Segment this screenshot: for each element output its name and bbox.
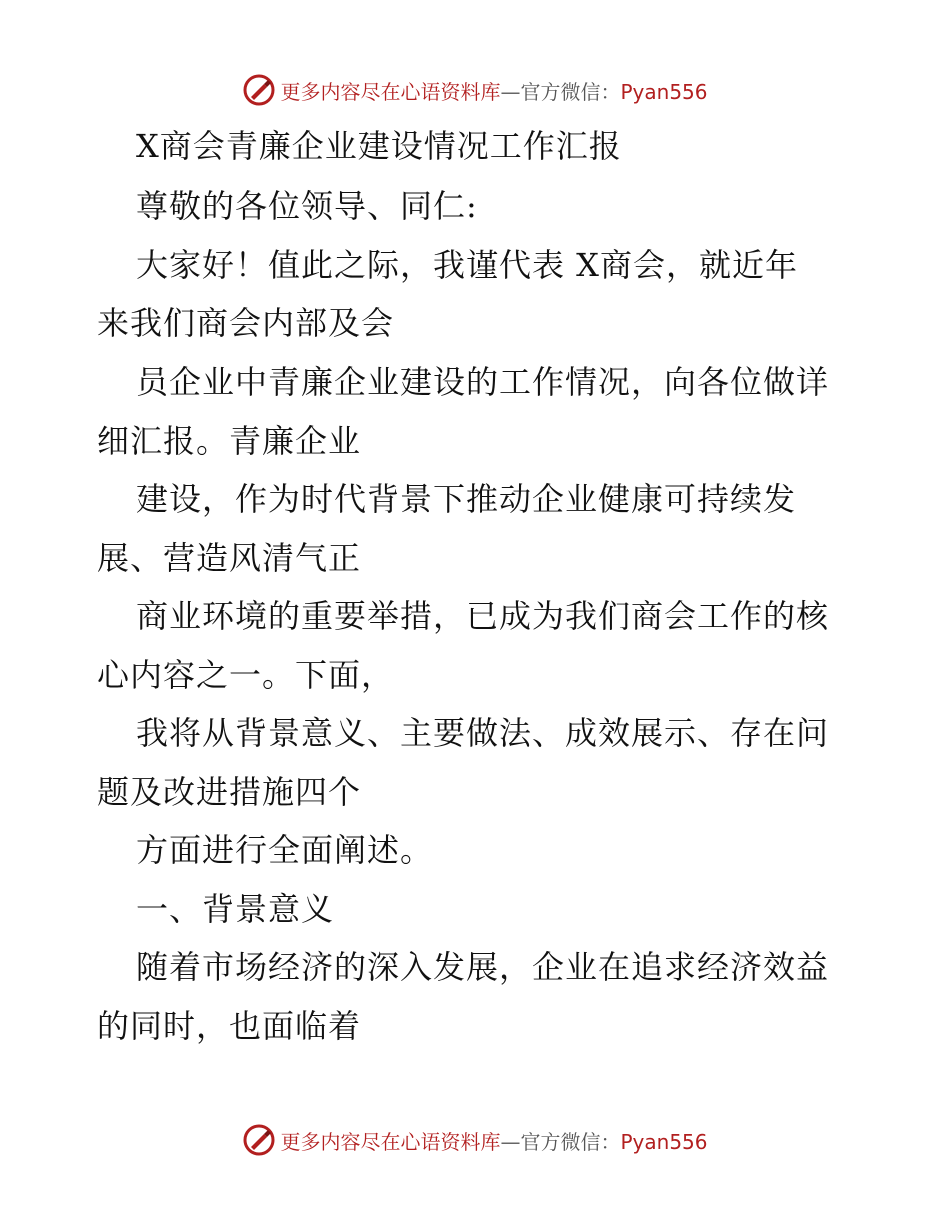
paragraph-line: 展、营造风清气正 <box>97 539 362 577</box>
paragraph-line: 的同时，也面临着 <box>97 1007 362 1045</box>
paragraph-line: 题及改进措施四个 <box>97 773 362 811</box>
pen-logo-icon <box>242 1123 276 1157</box>
paragraph-line: 商业环境的重要举措，已成为我们商会工作的核 <box>136 597 830 635</box>
paragraph-line: 我将从背景意义、主要做法、成效展示、存在问 <box>136 714 830 752</box>
paragraph-line: 来我们商会内部及会 <box>97 304 395 342</box>
watermark-text <box>280 1126 707 1155</box>
paragraph-line: 尊敬的各位领导、同仁: <box>136 187 478 225</box>
watermark-site-text: 更多内容尽在心语资料库 <box>280 79 501 104</box>
section-heading: 一、背景意义 <box>136 890 335 928</box>
paragraph-line: 大家好！值此之际，我谨代表 X商会，就近年 <box>136 246 798 284</box>
watermark-handle: Pyan556 <box>620 79 708 104</box>
paragraph-line: 建设，作为时代背景下推动企业健康可持续发 <box>136 480 797 518</box>
watermark-handle: Pyan556 <box>620 1129 708 1154</box>
paragraph-line: 方面进行全面阐述。 <box>136 831 434 869</box>
footer-watermark-banner <box>0 1120 950 1160</box>
document-title: X商会青廉企业建设情况工作汇报 <box>136 127 622 165</box>
watermark-dash: — <box>500 79 521 104</box>
watermark-dash: — <box>500 1129 521 1154</box>
paragraph-line: 细汇报。青廉企业 <box>97 422 362 460</box>
paragraph-line: 心内容之一。下面， <box>97 656 395 694</box>
watermark-wechat-label: 官方微信： <box>520 79 621 104</box>
watermark-wechat-label: 官方微信： <box>520 1129 621 1154</box>
paragraph-line: 随着市场经济的深入发展，企业在追求经济效益 <box>136 948 830 986</box>
paragraph-line: 员企业中青廉企业建设的工作情况，向各位做详 <box>136 363 830 401</box>
watermark-site-text: 更多内容尽在心语资料库 <box>280 1129 501 1154</box>
